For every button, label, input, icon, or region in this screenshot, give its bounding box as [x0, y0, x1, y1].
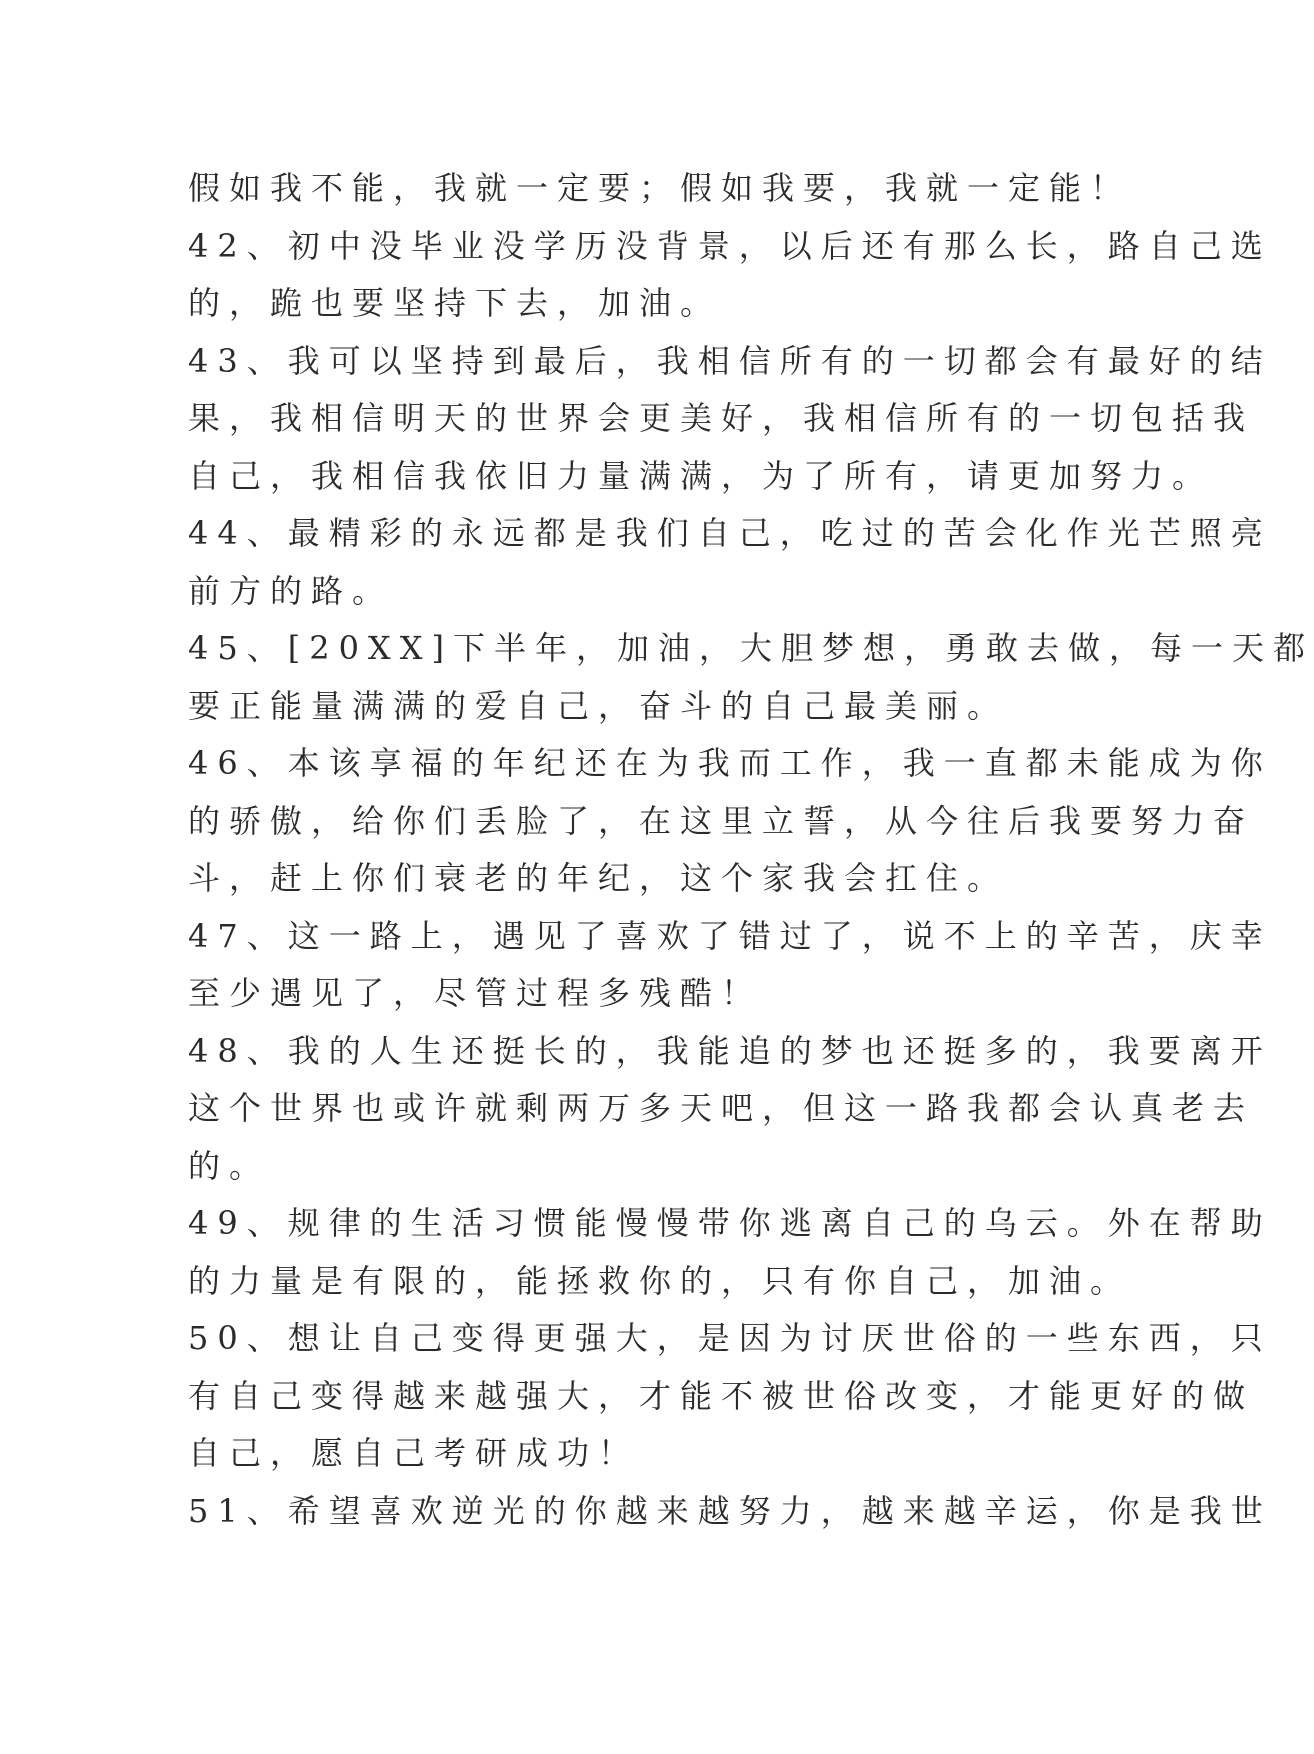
text-line: 至少遇见了，尽管过程多残酷！: [188, 974, 763, 1012]
text-line: 44、最精彩的永远都是我们自己，吃过的苦会化作光芒照亮: [188, 514, 1272, 552]
text-line: 43、我可以坚持到最后，我相信所有的一切都会有最好的结: [188, 341, 1272, 380]
text-line: 46、本该享福的年纪还在为我而工作，我一直都未能成为你: [188, 744, 1272, 782]
text-line: 斗，赶上你们衰老的年纪，这个家我会扛住。: [188, 859, 1009, 897]
text-line: 有自己变得越来越强大，才能不被世俗改变，才能更好的做: [188, 1376, 1255, 1415]
text-line: 47、这一路上，遇见了喜欢了错过了，说不上的辛苦，庆幸: [188, 916, 1272, 955]
text-line: 48、我的人生还挺长的，我能追的梦也还挺多的，我要离开: [188, 1031, 1272, 1070]
text-line: 果，我相信明天的世界会更美好，我相信所有的一切包括我: [188, 399, 1255, 437]
text-line: 50、想让自己变得更强大，是因为讨厌世俗的一些东西，只: [188, 1319, 1272, 1357]
text-line: 的。: [188, 1146, 271, 1185]
text-line: 自己，我相信我依旧力量满满，为了所有，请更加努力。: [188, 456, 1214, 495]
text-line: 前方的路。: [188, 571, 394, 610]
text-line: 自己，愿自己考研成功！: [188, 1434, 640, 1472]
text-line: 假如我不能，我就一定要；假如我要，我就一定能！: [188, 169, 1132, 207]
document-body: [188, 160, 1314, 1540]
text-line: 的骄傲，给你们丢脸了，在这里立誓，从今往后我要努力奋: [188, 801, 1255, 840]
text-line: 45、[20XX]下半年，加油，大胆梦想，勇敢去做，每一天都: [188, 629, 1314, 667]
text-line: 这个世界也或许就剩两万多天吧，但这一路我都会认真老去: [188, 1089, 1255, 1127]
text-line: 的力量是有限的，能拯救你的，只有你自己，加油。: [188, 1261, 1132, 1300]
text-line: 51、希望喜欢逆光的你越来越努力，越来越辛运，你是我世: [188, 1491, 1272, 1530]
text-line: 要正能量满满的爱自己，奋斗的自己最美丽。: [188, 686, 1009, 725]
text-line: 42、初中没毕业没学历没背景，以后还有那么长，路自己选: [188, 226, 1272, 265]
text-line: 49、规律的生活习惯能慢慢带你逃离自己的乌云。外在帮助: [188, 1204, 1272, 1242]
text-line: 的，跪也要坚持下去，加油。: [188, 284, 722, 322]
